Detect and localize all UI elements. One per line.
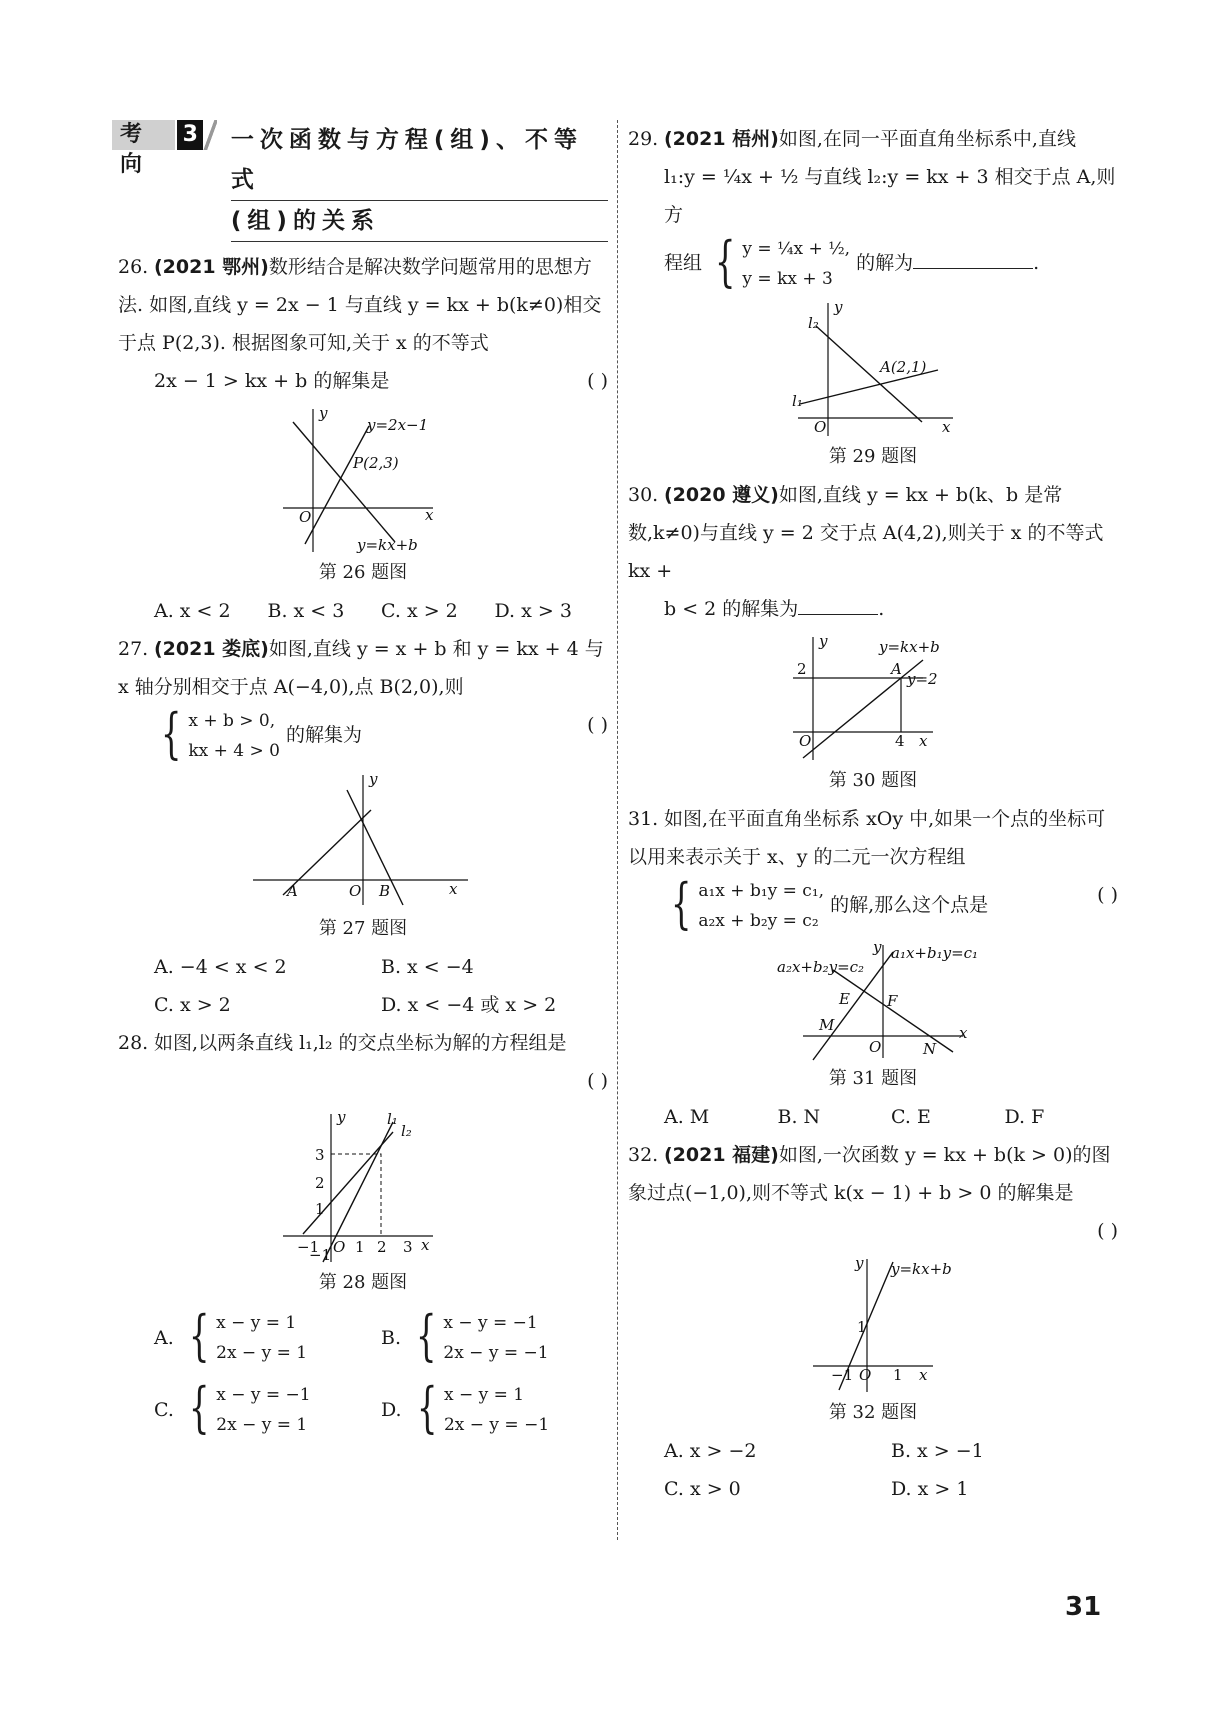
option-a[interactable]: A. x < 2 xyxy=(154,600,231,622)
system-row-2: y = kx + 3 xyxy=(742,269,833,289)
question-text: 如图,直线 y = x + b 和 y = kx + 4 与 x 轴分别相交于点 A(−4,0),点 B(2,0),则 xyxy=(118,638,604,698)
label-y: y xyxy=(834,298,843,316)
option-label: B. xyxy=(381,1327,402,1349)
label-point-e: E xyxy=(839,990,850,1008)
figure-29 xyxy=(788,298,958,438)
section-title xyxy=(231,120,608,242)
system-row-2: 2x − y = 1 xyxy=(216,1415,308,1435)
equation-system: { y = ¼x + ½, y = kx + 3 xyxy=(714,230,851,293)
option-b[interactable]: B. x < 3 xyxy=(267,600,345,622)
figure-27-caption: 第 27 题图 xyxy=(318,918,408,939)
option-c[interactable]: C. x > 0 xyxy=(664,1478,741,1500)
figure-28-caption: 第 28 题图 xyxy=(318,1272,408,1293)
question-number: 30. xyxy=(628,484,659,506)
label-l1: l₁ xyxy=(387,1110,398,1128)
label-y: y xyxy=(337,1108,346,1126)
section-title-line-2: (组)的关系 xyxy=(230,208,380,234)
system-row-2: 2x − y = −1 xyxy=(443,1415,550,1435)
option-c[interactable]: C. E xyxy=(891,1106,931,1128)
figure-29-caption: 第 29 题图 xyxy=(828,446,918,467)
question-text-cont: 的解为 xyxy=(856,252,914,274)
figure-28 xyxy=(283,1104,443,1264)
left-column xyxy=(118,120,608,1446)
question-text-cont: 程组 xyxy=(664,252,703,274)
question-number: 29. xyxy=(628,128,659,150)
system-row-2: a₂x + b₂y = c₂ xyxy=(698,911,819,931)
option-b[interactable]: B. N xyxy=(777,1106,821,1128)
question-source: (2021 梧州) xyxy=(664,128,779,150)
q28-options xyxy=(118,1302,608,1446)
question-text: 如图,直线 y = kx + b(k、b 是常数,k≠0)与直线 y = 2 交于点 A(4,2),则关于 x 的不等式kx + xyxy=(628,484,1104,582)
tick-y-3: 3 xyxy=(315,1146,325,1164)
figure-26 xyxy=(283,404,443,554)
option-b[interactable]: B. { x − y = −1 2x − y = −1 xyxy=(381,1304,549,1367)
answer-paren: ( ) xyxy=(587,1070,608,1092)
tick-y-1: 1 xyxy=(315,1200,325,1218)
option-b[interactable]: B. x < −4 xyxy=(381,956,474,978)
tick-x-4: 4 xyxy=(895,732,905,750)
inequality-system: { x + b > 0, kx + 4 > 0 xyxy=(160,702,280,765)
option-d[interactable]: D. x < −4 或 x > 2 xyxy=(381,994,557,1016)
label-x: x xyxy=(425,506,434,524)
question-text: 如图,一次函数 y = kx + b(k > 0)的图象过点(−1,0),则不等式 k(x − 1) + b > 0 的解集是 xyxy=(628,1144,1111,1204)
section-title-line-1: 一次函数与方程(组)、不等式 xyxy=(231,120,608,201)
option-a[interactable]: A. x > −2 xyxy=(664,1440,757,1462)
line-y-kx-b xyxy=(803,660,923,758)
tick-y-neg1: −1 xyxy=(309,1246,332,1264)
label-point-a: A(2,1) xyxy=(880,358,927,376)
figure-27 xyxy=(253,770,473,910)
label-x: x xyxy=(421,1236,430,1254)
figure-31 xyxy=(773,938,979,1060)
question-29: 29. (2021 梧州)如图,在同一平面直角坐标系中,直线 l₁:y = ¼x + ½ 与直线 l₂:y = kx + 3 相交于点 A,则方 程组 { y = ¼x + ½, y = kx + 3 的解为 . xyxy=(628,120,1118,294)
tick-y-2: 2 xyxy=(797,660,807,678)
label-y: y xyxy=(319,404,328,422)
q31-options xyxy=(628,1098,1118,1136)
option-b[interactable]: B. x > −1 xyxy=(891,1440,984,1462)
system-row-1: y = ¼x + ½, xyxy=(742,239,851,259)
option-d[interactable]: D. { x − y = 1 2x − y = −1 xyxy=(381,1376,550,1439)
system-row-1: x − y = 1 xyxy=(216,1313,297,1333)
label-origin: O xyxy=(349,882,362,900)
answer-paren: ( ) xyxy=(587,714,608,736)
question-text-cont: b < 2 的解集为 xyxy=(664,598,799,620)
label-x: x xyxy=(942,418,951,436)
system-row-1: x − y = −1 xyxy=(443,1313,538,1333)
option-d[interactable]: D. x > 3 xyxy=(494,600,572,622)
figure-31-caption: 第 31 题图 xyxy=(828,1068,918,1089)
answer-paren: ( ) xyxy=(1097,884,1118,906)
question-text: 如图,在同一平面直角坐标系中,直线 xyxy=(778,128,1076,150)
system-row-2: 2x − y = −1 xyxy=(443,1343,549,1363)
figure-30 xyxy=(783,632,963,762)
tick-x-1: 1 xyxy=(355,1238,365,1256)
column-divider xyxy=(617,120,618,1540)
label-l1: l₁ xyxy=(792,392,803,410)
option-a[interactable]: A. M xyxy=(664,1106,710,1128)
option-c[interactable]: C. x > 2 xyxy=(381,600,458,622)
option-c[interactable]: C. { x − y = −1 2x − y = 1 xyxy=(154,1376,311,1439)
label-x: x xyxy=(919,1366,928,1384)
tick-x-2: 2 xyxy=(377,1238,387,1256)
label-line: y=kx+b xyxy=(891,1260,952,1278)
system-row-1: a₁x + b₁y = c₁, xyxy=(698,881,825,901)
label-origin: O xyxy=(299,508,312,526)
label-origin: O xyxy=(859,1366,872,1384)
section-tag-number: 3 xyxy=(177,120,203,150)
label-point-p: P(2,3) xyxy=(353,454,399,472)
right-column xyxy=(628,120,1118,1508)
q26-options xyxy=(118,592,608,630)
question-source: (2020 遵义) xyxy=(664,484,779,506)
question-31 xyxy=(628,800,1118,936)
label-l2: l₂ xyxy=(401,1122,412,1140)
question-source: (2021 鄂州) xyxy=(154,256,269,278)
option-c[interactable]: C. x > 2 xyxy=(154,994,231,1016)
option-d[interactable]: D. F xyxy=(1004,1106,1045,1128)
label-y: y xyxy=(819,632,828,650)
option-label: A. xyxy=(154,1327,174,1349)
question-32 xyxy=(628,1136,1118,1250)
label-point-n: N xyxy=(923,1040,937,1058)
label-y: y xyxy=(369,770,378,788)
option-label: D. xyxy=(381,1399,402,1421)
label-point-b: B xyxy=(379,882,391,900)
figure-30-caption: 第 30 题图 xyxy=(828,770,918,791)
figure-32-caption: 第 32 题图 xyxy=(828,1402,918,1423)
label-origin: O xyxy=(799,732,812,750)
option-a[interactable]: A. { x − y = 1 2x − y = 1 xyxy=(154,1304,308,1367)
question-text-cont: 的解集为 xyxy=(286,724,363,746)
question-number: 32. xyxy=(628,1144,659,1166)
question-number: 27. xyxy=(118,638,149,660)
label-point-m: M xyxy=(819,1016,835,1034)
label-x: x xyxy=(919,732,928,750)
label-point-f: F xyxy=(887,992,898,1010)
section-tag-word: 考向 xyxy=(112,120,175,150)
label-origin: O xyxy=(333,1238,346,1256)
figure-32 xyxy=(803,1254,952,1394)
question-source: (2021 娄底) xyxy=(154,638,269,660)
question-number: 31. xyxy=(628,808,659,830)
figure-26-caption: 第 26 题图 xyxy=(318,562,408,583)
tick-x-neg1: −1 xyxy=(297,1238,320,1256)
label-line-2: y=kx+b xyxy=(357,536,418,554)
tick-y-1: 1 xyxy=(857,1318,867,1336)
label-y: y xyxy=(873,938,882,956)
question-source: (2021 福建) xyxy=(664,1144,779,1166)
label-l2: l₂ xyxy=(808,314,819,332)
option-a[interactable]: A. −4 < x < 2 xyxy=(154,956,287,978)
answer-paren: ( ) xyxy=(587,370,608,392)
label-point-a: A xyxy=(287,882,298,900)
question-text-cont: 的解,那么这个点是 xyxy=(830,894,989,916)
option-label: C. xyxy=(154,1399,174,1421)
label-line-y2: y=2 xyxy=(907,670,938,688)
question-text: 如图,在平面直角坐标系 xOy 中,如果一个点的坐标可以用来表示关于 x、y 的二元一次方程组 xyxy=(628,808,1106,868)
q32-options xyxy=(628,1432,1118,1508)
question-number: 26. xyxy=(118,256,149,278)
tick-x-3: 3 xyxy=(403,1238,413,1256)
tick-x-neg1: −1 xyxy=(831,1366,854,1384)
label-line-a1: a₁x+b₁y=c₁ xyxy=(891,944,979,962)
label-x: x xyxy=(959,1024,968,1042)
answer-paren: ( ) xyxy=(1097,1220,1118,1242)
option-d[interactable]: D. x > 1 xyxy=(891,1478,969,1500)
label-line-a2: a₂x+b₂y=c₂ xyxy=(777,958,865,976)
label-point-a: A xyxy=(891,660,902,678)
answer-blank[interactable] xyxy=(798,592,878,615)
question-26 xyxy=(118,248,608,400)
system-row-1: x − y = 1 xyxy=(443,1385,525,1405)
label-line-1: y=2x−1 xyxy=(367,416,429,434)
question-text-cont: l₁:y = ¼x + ½ 与直线 l₂:y = kx + 3 相交于点 A,则方 xyxy=(664,166,1116,226)
system-row-2: kx + 4 > 0 xyxy=(188,741,280,761)
line-y-2x-1 xyxy=(305,426,369,544)
system-row-1: x + b > 0, xyxy=(188,711,276,731)
label-y: y xyxy=(855,1254,864,1272)
equation-system: { a₁x + b₁y = c₁, a₂x + b₂y = c₂ xyxy=(670,872,825,935)
answer-blank[interactable] xyxy=(913,246,1033,269)
question-28 xyxy=(118,1024,608,1100)
system-row-2: 2x − y = 1 xyxy=(216,1343,308,1363)
label-origin: O xyxy=(814,418,827,436)
tag-slash-decoration xyxy=(203,120,217,150)
section-tag xyxy=(112,120,217,177)
question-number: 28. xyxy=(118,1032,149,1054)
system-row-1: x − y = −1 xyxy=(216,1385,311,1405)
tick-x-1: 1 xyxy=(893,1366,903,1384)
section-header xyxy=(112,120,608,242)
question-text: 如图,以两条直线 l₁,l₂ 的交点坐标为解的方程组是 xyxy=(154,1032,567,1054)
q27-options xyxy=(118,948,608,1024)
label-origin: O xyxy=(869,1038,882,1056)
question-27 xyxy=(118,630,608,766)
label-x: x xyxy=(449,880,458,898)
label-line: y=kx+b xyxy=(879,638,940,656)
question-text-cont: 2x − 1 > kx + b 的解集是 xyxy=(154,370,390,392)
page-number: 31 xyxy=(1065,1592,1102,1622)
question-30: 30. (2020 遵义)如图,直线 y = kx + b(k、b 是常数,k≠0)与直线 y = 2 交于点 A(4,2),则关于 x 的不等式kx + b < 2 的解集为 . xyxy=(628,476,1118,628)
tick-y-2: 2 xyxy=(315,1174,325,1192)
question-text: 数形结合是解决数学问题常用的思想方法. 如图,直线 y = 2x − 1 与直线 y = kx + b(k≠0)相交于点 P(2,3). 根据图象可知,关于 x 的不等式 xyxy=(118,256,602,354)
